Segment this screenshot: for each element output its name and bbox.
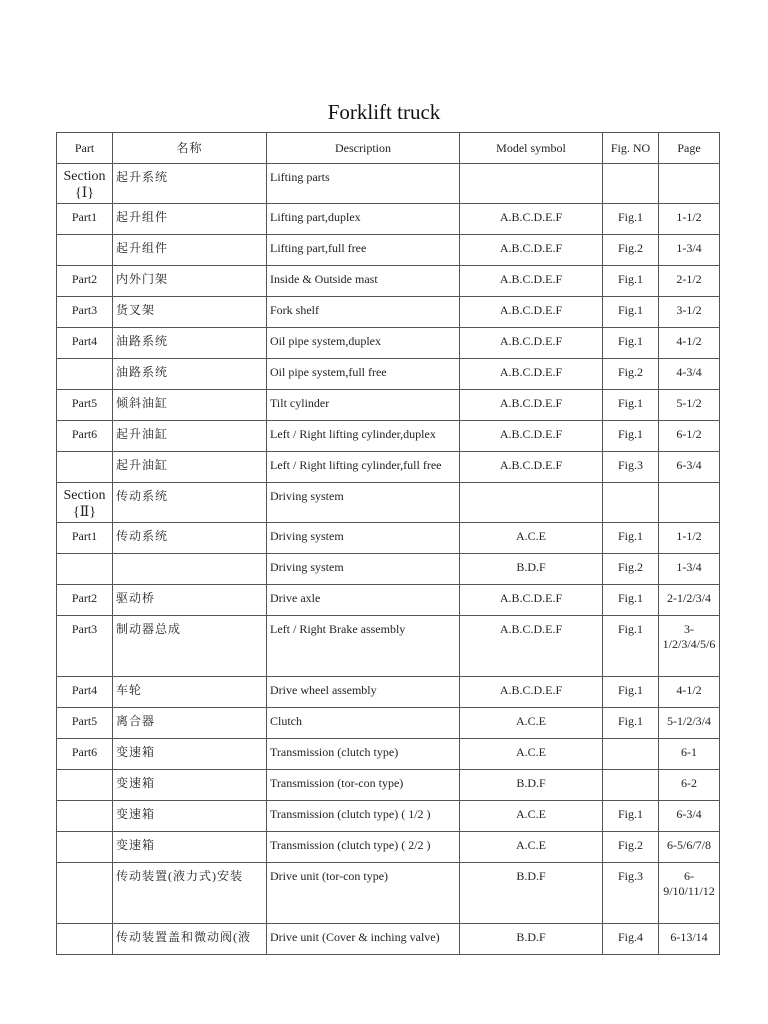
part-cell: Part2 — [57, 585, 113, 616]
fig-no-cell: Fig.1 — [603, 204, 659, 235]
part-cell: Part3 — [57, 297, 113, 328]
name-cn-cell: 传动系统 — [113, 523, 267, 554]
table-row — [57, 204, 720, 235]
fig-no-cell: Fig.2 — [603, 554, 659, 585]
fig-no-cell — [603, 770, 659, 801]
description-cell: Driving system — [267, 483, 460, 523]
name-cn-cell: 传动系统 — [113, 483, 267, 523]
table-row — [57, 421, 720, 452]
section-row — [57, 483, 720, 523]
page-cell: 6-3/4 — [659, 801, 720, 832]
description-cell: Transmission (clutch type) ( 1/2 ) — [267, 801, 460, 832]
table-row — [57, 390, 720, 421]
model-symbol-cell: A.C.E — [460, 801, 603, 832]
description-cell: Driving system — [267, 523, 460, 554]
page-cell: 6-13/14 — [659, 924, 720, 955]
table-body — [57, 164, 720, 955]
name-cn-cell: 离合器 — [113, 708, 267, 739]
page-cell: 1-3/4 — [659, 235, 720, 266]
part-cell: Section {Ⅱ} — [57, 483, 113, 523]
description-cell: Transmission (tor-con type) — [267, 770, 460, 801]
page-cell: 6-3/4 — [659, 452, 720, 483]
page-cell: 5-1/2/3/4 — [659, 708, 720, 739]
name-cn-cell: 油路系统 — [113, 359, 267, 390]
page-cell: 5-1/2 — [659, 390, 720, 421]
part-cell: Section {Ⅰ} — [57, 164, 113, 204]
part-cell: Part1 — [57, 523, 113, 554]
description-cell: Clutch — [267, 708, 460, 739]
description-cell: Tilt cylinder — [267, 390, 460, 421]
fig-no-cell: Fig.1 — [603, 328, 659, 359]
description-cell: Left / Right lifting cylinder,duplex — [267, 421, 460, 452]
description-cell: Lifting parts — [267, 164, 460, 204]
fig-no-cell: Fig.1 — [603, 708, 659, 739]
fig-no-cell: Fig.1 — [603, 677, 659, 708]
table-row — [57, 924, 720, 955]
table-row — [57, 616, 720, 677]
name-cn-cell: 起升油缸 — [113, 452, 267, 483]
fig-no-cell: Fig.3 — [603, 863, 659, 924]
page-cell: 1-3/4 — [659, 554, 720, 585]
page-cell: 6-9/10/11/12 — [659, 863, 720, 924]
part-cell: Part6 — [57, 421, 113, 452]
header-name-cn: 名称 — [113, 133, 267, 164]
model-symbol-cell: A.B.C.D.E.F — [460, 204, 603, 235]
page-cell — [659, 483, 720, 523]
model-symbol-cell: B.D.F — [460, 863, 603, 924]
table-row — [57, 554, 720, 585]
model-symbol-cell: A.C.E — [460, 708, 603, 739]
page-cell: 6-2 — [659, 770, 720, 801]
description-cell: Drive unit (Cover & inching valve) — [267, 924, 460, 955]
header-description: Description — [267, 133, 460, 164]
page-cell: 3-1/2 — [659, 297, 720, 328]
header-page: Page — [659, 133, 720, 164]
table-row — [57, 832, 720, 863]
part-cell — [57, 832, 113, 863]
model-symbol-cell: B.D.F — [460, 770, 603, 801]
part-cell — [57, 359, 113, 390]
model-symbol-cell: A.B.C.D.E.F — [460, 677, 603, 708]
name-cn-cell: 起升油缸 — [113, 421, 267, 452]
part-cell — [57, 452, 113, 483]
name-cn-cell: 起升组件 — [113, 235, 267, 266]
fig-no-cell — [603, 164, 659, 204]
page-cell: 4-3/4 — [659, 359, 720, 390]
fig-no-cell: Fig.1 — [603, 616, 659, 677]
table-row — [57, 585, 720, 616]
model-symbol-cell: A.B.C.D.E.F — [460, 390, 603, 421]
table-row — [57, 863, 720, 924]
name-cn-cell: 传动装置(液力式)安装 — [113, 863, 267, 924]
description-cell: Left / Right lifting cylinder,full free — [267, 452, 460, 483]
description-cell: Inside & Outside mast — [267, 266, 460, 297]
model-symbol-cell: A.B.C.D.E.F — [460, 328, 603, 359]
fig-no-cell: Fig.4 — [603, 924, 659, 955]
part-cell — [57, 801, 113, 832]
table-row — [57, 297, 720, 328]
fig-no-cell: Fig.1 — [603, 421, 659, 452]
header-fig-no: Fig. NO — [603, 133, 659, 164]
fig-no-cell: Fig.2 — [603, 235, 659, 266]
part-cell: Part1 — [57, 204, 113, 235]
part-cell: Part5 — [57, 390, 113, 421]
description-cell: Driving system — [267, 554, 460, 585]
model-symbol-cell: A.C.E — [460, 739, 603, 770]
fig-no-cell: Fig.1 — [603, 585, 659, 616]
section-row — [57, 164, 720, 204]
page-cell: 2-1/2/3/4 — [659, 585, 720, 616]
model-symbol-cell: A.B.C.D.E.F — [460, 421, 603, 452]
part-cell — [57, 863, 113, 924]
page-cell: 4-1/2 — [659, 677, 720, 708]
model-symbol-cell: A.B.C.D.E.F — [460, 297, 603, 328]
name-cn-cell: 变速箱 — [113, 739, 267, 770]
fig-no-cell — [603, 483, 659, 523]
name-cn-cell: 货叉架 — [113, 297, 267, 328]
table-row — [57, 452, 720, 483]
fig-no-cell: Fig.1 — [603, 266, 659, 297]
part-cell — [57, 770, 113, 801]
fig-no-cell: Fig.1 — [603, 390, 659, 421]
model-symbol-cell: B.D.F — [460, 554, 603, 585]
name-cn-cell: 倾斜油缸 — [113, 390, 267, 421]
part-cell — [57, 235, 113, 266]
description-cell: Lifting part,duplex — [267, 204, 460, 235]
part-cell: Part4 — [57, 328, 113, 359]
fig-no-cell: Fig.1 — [603, 801, 659, 832]
description-cell: Left / Right Brake assembly — [267, 616, 460, 677]
name-cn-cell — [113, 554, 267, 585]
table-row — [57, 677, 720, 708]
description-cell: Transmission (clutch type) — [267, 739, 460, 770]
table-row — [57, 801, 720, 832]
model-symbol-cell: A.B.C.D.E.F — [460, 452, 603, 483]
table-row — [57, 708, 720, 739]
name-cn-cell: 驱动桥 — [113, 585, 267, 616]
description-cell: Fork shelf — [267, 297, 460, 328]
name-cn-cell: 传动装置盖和微动阀(液 — [113, 924, 267, 955]
model-symbol-cell: A.B.C.D.E.F — [460, 616, 603, 677]
name-cn-cell: 变速箱 — [113, 832, 267, 863]
model-symbol-cell: A.B.C.D.E.F — [460, 235, 603, 266]
page-cell: 6-1/2 — [659, 421, 720, 452]
part-cell: Part5 — [57, 708, 113, 739]
page-cell: 2-1/2 — [659, 266, 720, 297]
model-symbol-cell — [460, 164, 603, 204]
model-symbol-cell: A.B.C.D.E.F — [460, 266, 603, 297]
fig-no-cell: Fig.2 — [603, 359, 659, 390]
name-cn-cell: 起升组件 — [113, 204, 267, 235]
description-cell: Lifting part,full free — [267, 235, 460, 266]
part-cell: Part4 — [57, 677, 113, 708]
part-cell — [57, 924, 113, 955]
name-cn-cell: 内外门架 — [113, 266, 267, 297]
part-cell: Part2 — [57, 266, 113, 297]
model-symbol-cell: B.D.F — [460, 924, 603, 955]
table-row — [57, 359, 720, 390]
page-cell: 1-1/2 — [659, 523, 720, 554]
model-symbol-cell: A.B.C.D.E.F — [460, 359, 603, 390]
description-cell: Transmission (clutch type) ( 2/2 ) — [267, 832, 460, 863]
description-cell: Drive axle — [267, 585, 460, 616]
part-cell — [57, 554, 113, 585]
page-cell: 6-1 — [659, 739, 720, 770]
parts-index-table — [56, 132, 720, 955]
page-cell: 6-5/6/7/8 — [659, 832, 720, 863]
fig-no-cell — [603, 739, 659, 770]
page-cell: 1-1/2 — [659, 204, 720, 235]
description-cell: Drive unit (tor-con type) — [267, 863, 460, 924]
header-part: Part — [57, 133, 113, 164]
table-row — [57, 266, 720, 297]
page-cell: 3-1/2/3/4/5/6 — [659, 616, 720, 677]
description-cell: Oil pipe system,duplex — [267, 328, 460, 359]
name-cn-cell: 变速箱 — [113, 770, 267, 801]
part-cell: Part6 — [57, 739, 113, 770]
name-cn-cell: 起升系统 — [113, 164, 267, 204]
fig-no-cell: Fig.1 — [603, 523, 659, 554]
table-row — [57, 328, 720, 359]
model-symbol-cell: A.B.C.D.E.F — [460, 585, 603, 616]
page-cell — [659, 164, 720, 204]
table-row — [57, 523, 720, 554]
header-model-symbol: Model symbol — [460, 133, 603, 164]
description-cell: Oil pipe system,full free — [267, 359, 460, 390]
fig-no-cell: Fig.3 — [603, 452, 659, 483]
model-symbol-cell: A.C.E — [460, 523, 603, 554]
model-symbol-cell — [460, 483, 603, 523]
name-cn-cell: 制动器总成 — [113, 616, 267, 677]
fig-no-cell: Fig.2 — [603, 832, 659, 863]
table-row — [57, 235, 720, 266]
table-header-row — [57, 133, 720, 164]
name-cn-cell: 车轮 — [113, 677, 267, 708]
description-cell: Drive wheel assembly — [267, 677, 460, 708]
name-cn-cell: 油路系统 — [113, 328, 267, 359]
table-row — [57, 770, 720, 801]
part-cell: Part3 — [57, 616, 113, 677]
name-cn-cell: 变速箱 — [113, 801, 267, 832]
document-title: Forklift truck — [327, 100, 441, 124]
page-cell: 4-1/2 — [659, 328, 720, 359]
model-symbol-cell: A.C.E — [460, 832, 603, 863]
table-row — [57, 739, 720, 770]
fig-no-cell: Fig.1 — [603, 297, 659, 328]
